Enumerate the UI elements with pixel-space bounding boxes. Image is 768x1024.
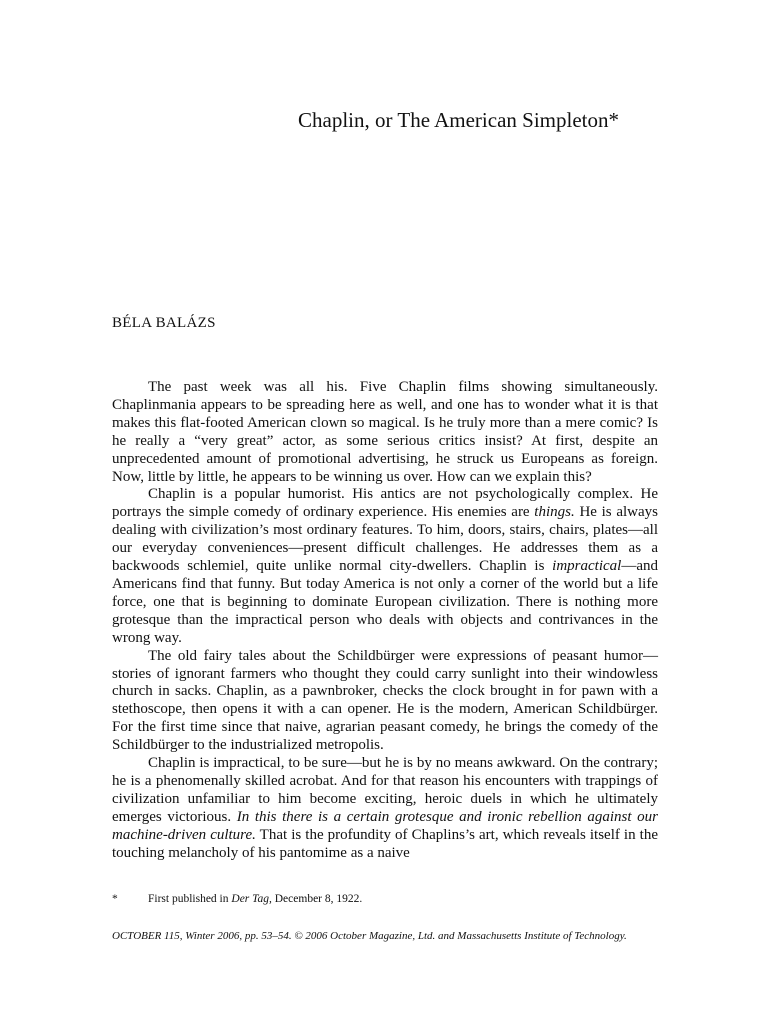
footnote-text-start: First published in xyxy=(148,893,232,905)
body-paragraph xyxy=(112,648,658,755)
text-run: He is always dealing with civilization’s most ordinary features. To him, doors, stairs, chairs, plates—all our everyday conveniences—present difficult challenges. He addresses them as a backwoods schlemiel, quite unlike normal city-dwellers. Chaplin is xyxy=(112,504,658,575)
italic-run: things. xyxy=(534,504,575,521)
article-title: Chaplin, or The American Simpleton* xyxy=(298,108,619,132)
article-body xyxy=(112,379,658,862)
text-run: That is the profundity of Chaplins’s art, which reveals itself in the touching melancholy of his pantomime as a naive xyxy=(112,826,658,861)
journal-colophon: OCTOBER 115, Winter 2006, pp. 53–54. © 2006 October Magazine, Ltd. and Massachusetts Institute of Technology. xyxy=(112,930,627,942)
body-paragraph xyxy=(112,486,658,647)
footnote-text-end: December 8, 1922. xyxy=(271,893,363,905)
italic-run: In this there is a certain grotesque and ironic rebellion against our machine-driven culture. xyxy=(112,808,658,843)
text-run: The past week was all his. Five Chaplin films showing simultaneously. Chaplinmania appears to be spreading here as well, and one has to wonder what it is that makes this flat-footed American clown so magical. Is he truly more than a mere comic? Is he really a “very great” actor, as some serious critics insist? At first, despite an unprecedented amount of promotional advertising, he struck us Europeans as foreign. Now, little by little, he appears to be winning us over. How can we explain this? xyxy=(112,379,658,485)
text-run: —and Americans find that funny. But today America is not only a corner of the world but a life force, one that is beginning to dominate European civilization. There is nothing more grotesque than the impractical person who deals with objects and contrivances in the wrong way. xyxy=(112,558,658,646)
author-name: BÉLA BALÁZS xyxy=(112,315,216,331)
footnote-mark: * xyxy=(112,893,118,905)
text-run: Chaplin is a popular humorist. His antics are not psychologically complex. He portrays the simple comedy of ordinary experience. His enemies are xyxy=(112,486,658,521)
text-run: The old fairy tales about the Schildbürger were expressions of peasant humor—stories of ignorant farmers who thought they could carry sunlight into their windowless church in sacks. Chaplin, as a pawnbroker, checks the clock brought in for pawn with a stethoscope, then opens it with a can opener. He is the modern, American Schildbürger. For the first time since that naive, agrarian peasant comedy, he brings the comedy of the Schildbürger to the industrialized metropolis. xyxy=(112,647,658,754)
italic-run: impractical xyxy=(552,558,622,575)
footnote xyxy=(112,892,362,906)
footnote-source-title: Der Tag, xyxy=(231,893,272,905)
body-paragraph xyxy=(112,755,658,862)
body-paragraph xyxy=(112,379,658,486)
text-run: Chaplin is impractical, to be sure—but he is by no means awkward. On the contrary; he is a phenomenally skilled acrobat. And for that reason his encounters with trappings of civilization unfamiliar to him become exciting, heroic duels in which he ultimately emerges victorious. xyxy=(112,755,658,825)
